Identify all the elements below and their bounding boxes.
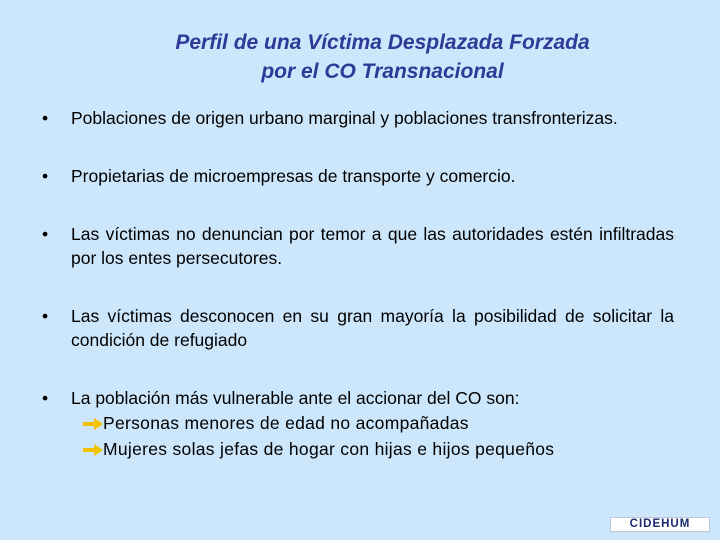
sub-list-item bbox=[83, 436, 674, 462]
bullet-marker: • bbox=[42, 388, 49, 408]
sub-item-text: Personas menores de edad no acompañadas bbox=[103, 413, 469, 433]
cidehum-logo: CIDEHUM bbox=[610, 517, 710, 532]
bullet-item bbox=[42, 386, 674, 462]
sub-item-text: Mujeres solas jefas de hogar con hijas e hijos pequeños bbox=[103, 439, 555, 459]
bullet-marker: • bbox=[42, 108, 49, 128]
bullet-marker: • bbox=[42, 224, 49, 244]
bullet-marker: • bbox=[42, 166, 49, 186]
title-line-2: por el CO Transnacional bbox=[261, 60, 504, 83]
sub-list bbox=[71, 410, 674, 462]
bullet-item bbox=[42, 222, 674, 270]
bullet-marker: • bbox=[42, 306, 49, 326]
slide-title bbox=[0, 28, 720, 86]
arrow-right-icon bbox=[83, 418, 103, 430]
bullet-item bbox=[42, 106, 674, 130]
title-line-1: Perfil de una Víctima Desplazada Forzada bbox=[175, 31, 590, 54]
sub-list-item bbox=[83, 410, 674, 436]
arrow-right-icon bbox=[83, 444, 103, 456]
bullet-text: La población más vulnerable ante el accionar del CO son: bbox=[71, 388, 520, 408]
bullet-text: Las víctimas no denuncian por temor a que las autoridades estén infiltradas por los entes persecutores. bbox=[71, 224, 674, 268]
bullet-item bbox=[42, 164, 674, 188]
bullet-text: Propietarias de microempresas de transporte y comercio. bbox=[71, 166, 516, 186]
bullet-list bbox=[42, 106, 674, 496]
bullet-item bbox=[42, 304, 674, 352]
bullet-text: Las víctimas desconocen en su gran mayoría la posibilidad de solicitar la condición de refugiado bbox=[71, 306, 674, 350]
bullet-text: Poblaciones de origen urbano marginal y poblaciones transfronterizas. bbox=[71, 108, 618, 128]
